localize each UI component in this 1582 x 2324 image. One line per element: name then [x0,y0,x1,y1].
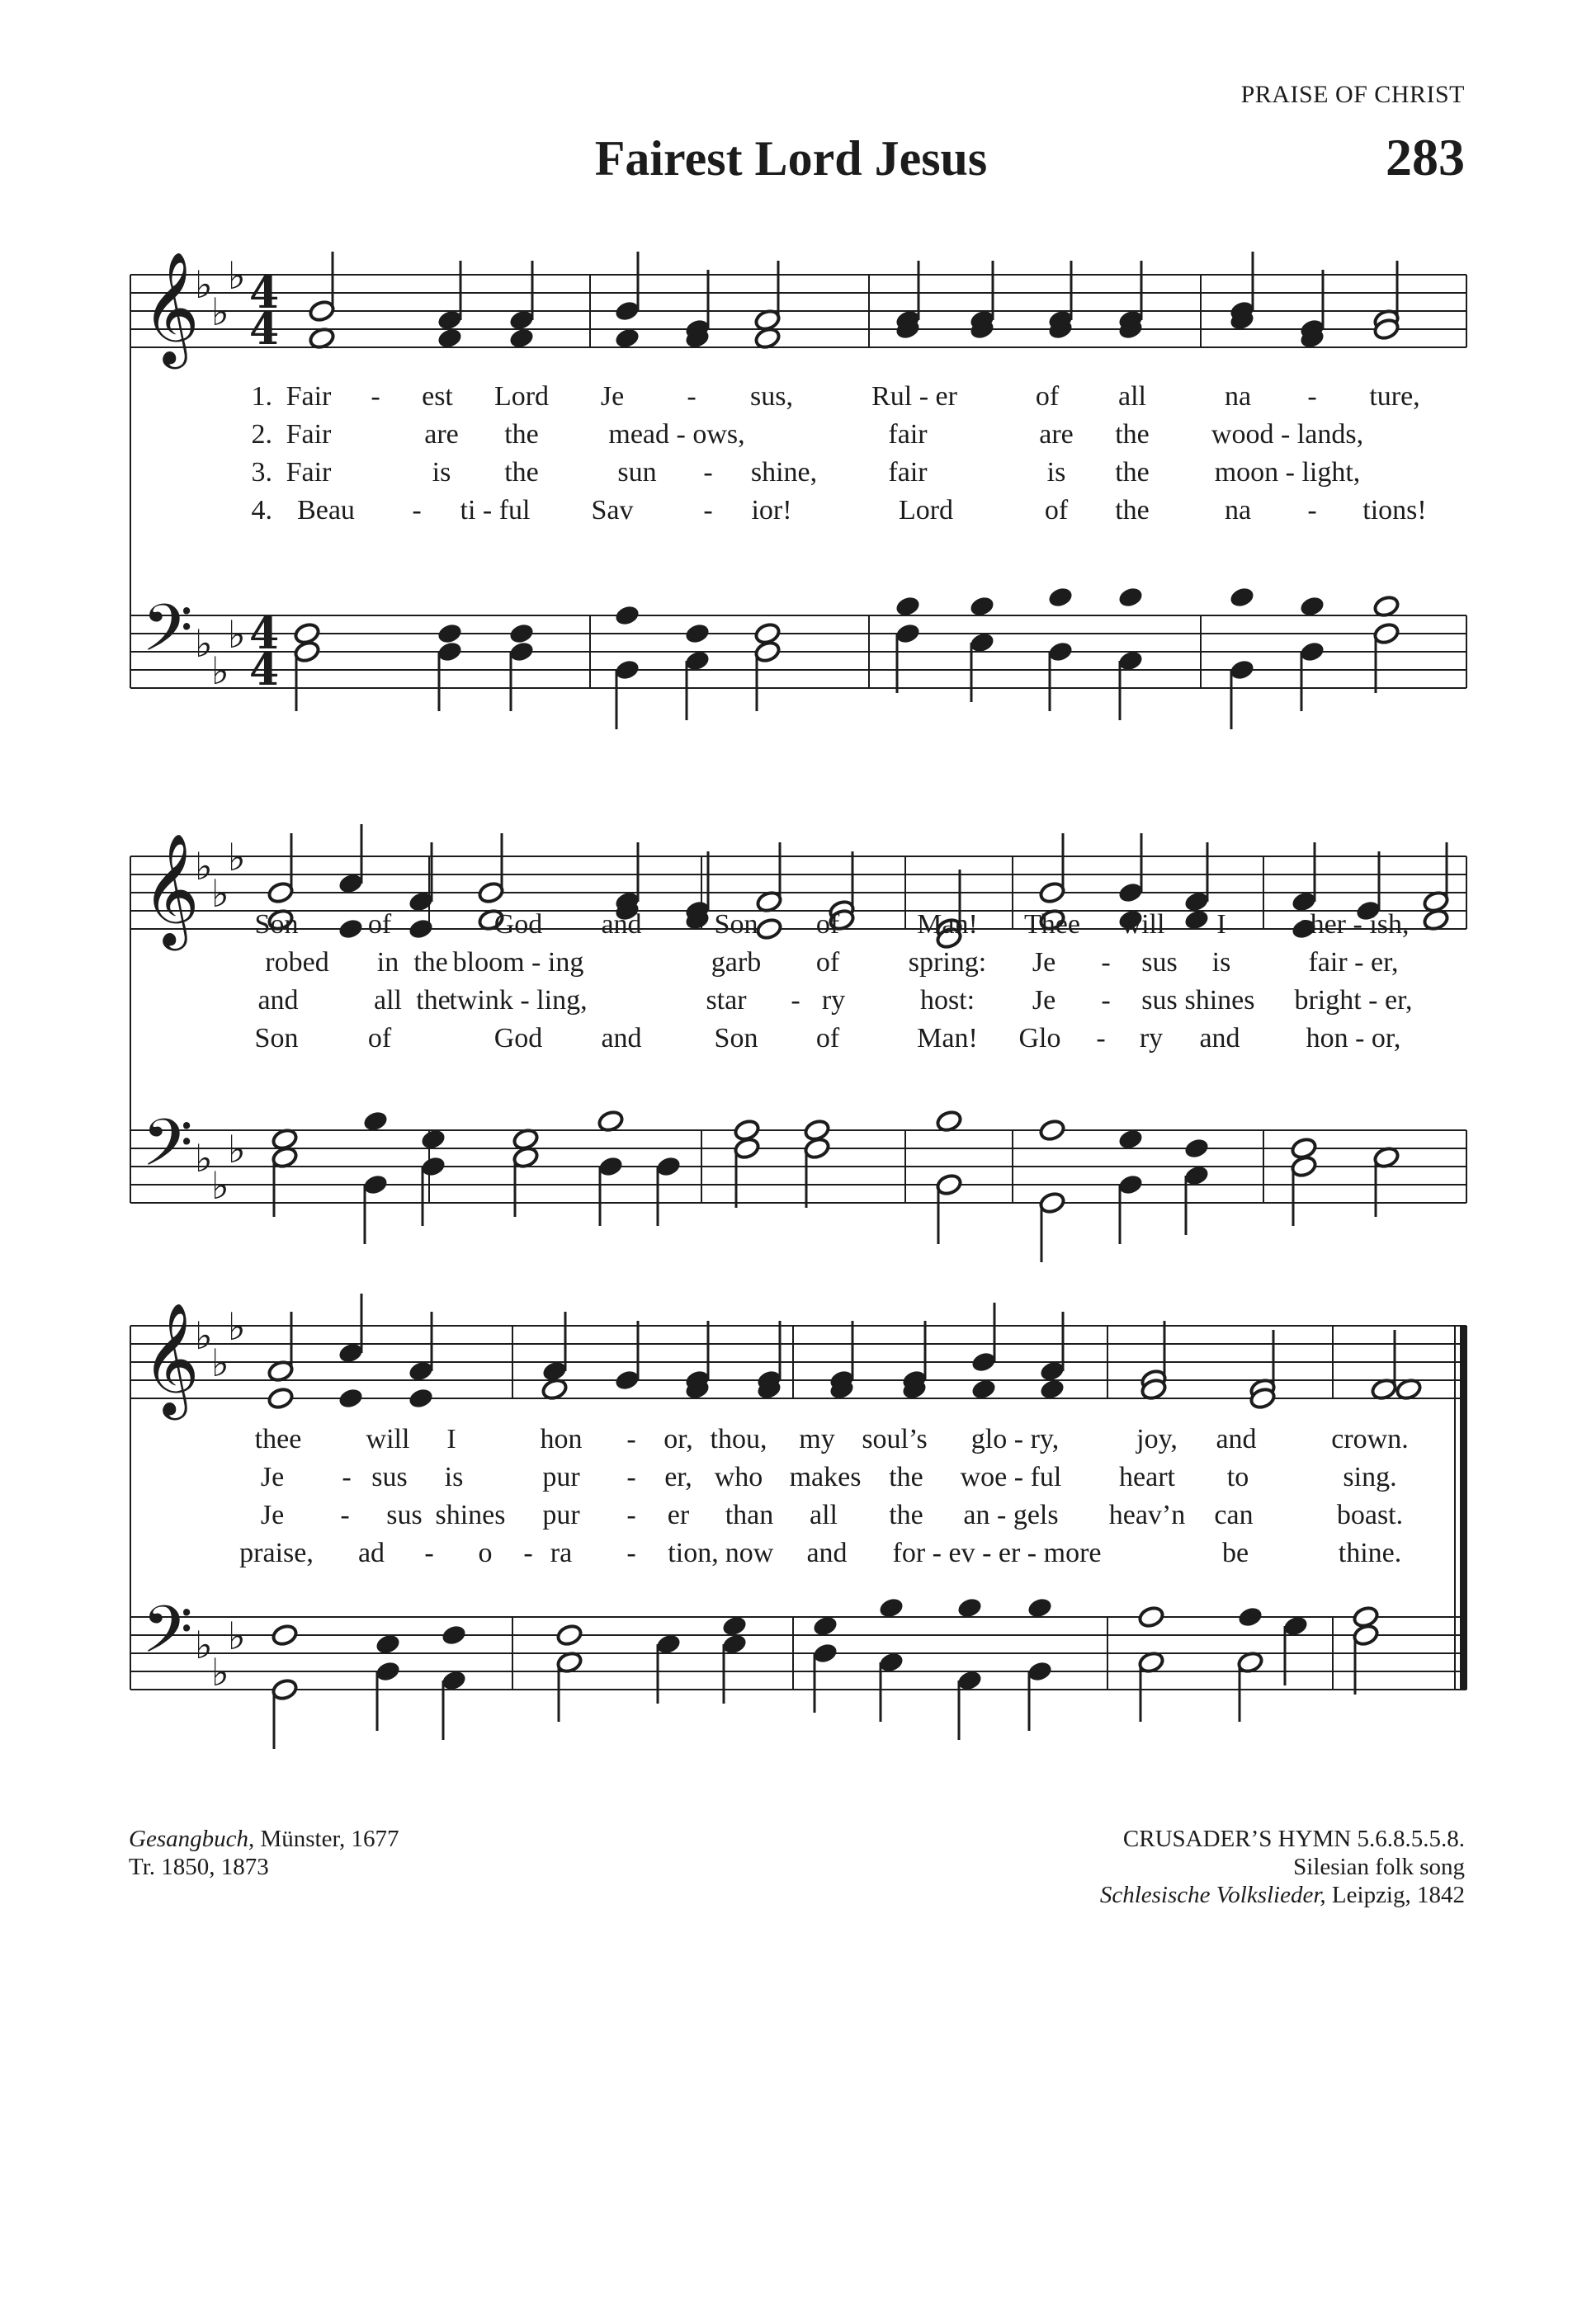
treble-key-flat: ♭ [195,1313,213,1358]
lyric-syllable: the [504,457,539,488]
lyric-syllable: - [1101,985,1111,1016]
lyric-syllable: fair [888,419,928,450]
lyric-syllable: all [810,1500,838,1530]
treble-note [337,917,364,940]
treble-note [267,1386,294,1410]
lyric-syllable: star [706,985,747,1016]
bass-key-flat: ♭ [228,1127,246,1171]
lyric-syllable: Je [260,1500,285,1530]
lyric-syllable: the [1115,457,1150,488]
lyric-syllable: - [412,495,422,526]
lyric-syllable: crown. [1331,1424,1409,1454]
lyric-syllable: of [1044,495,1069,526]
lyric-syllable: in [376,947,399,978]
lyric-syllable: - [626,1538,636,1568]
lyric-syllable: the [889,1462,923,1492]
lyric-syllable: Thee [1024,909,1080,940]
credit-collection-rest: Leipzig, 1842 [1325,1882,1465,1908]
final-barline [1460,1326,1467,1690]
lyric-syllable: Man! [917,909,978,940]
lyric-syllable: glo - ry, [970,1424,1060,1454]
bass-note [440,1623,467,1647]
lyric-syllable: thou, [710,1424,767,1454]
treble-clef: 𝄞 [142,1301,200,1415]
lyric-syllable: er, [664,1462,692,1492]
lyric-syllable: hon - or, [1306,1023,1401,1054]
credit-source-italic: Gesangbuch, [129,1826,255,1852]
bass-staff [130,1617,1466,1690]
bass-key-flat: ♭ [195,1623,213,1667]
lyric-syllable: ior! [751,495,792,526]
credit-tune-origin: Silesian folk song [1293,1854,1465,1880]
lyric-syllable: heav’n [1108,1500,1186,1530]
bass-note [555,1623,583,1647]
lyric-syllable: God [493,1023,543,1054]
lyric-syllable: all [374,985,402,1016]
lyric-syllable: praise, [239,1538,314,1568]
lyric-syllable: the [1115,495,1150,526]
lyric-syllable: Fair [286,457,332,488]
lyric-syllable: garb [711,947,762,978]
bass-note [613,603,640,627]
lyric-syllable: of [367,1023,392,1054]
lyric-syllable: ti - ful [460,495,531,526]
lyric-syllable: cher - ish, [1297,909,1410,940]
treble-key-flat: ♭ [228,253,246,298]
lyric-syllable: er [667,1500,690,1530]
lyric-syllable: na [1224,381,1252,412]
lyric-syllable: I [446,1424,456,1454]
lyric-syllable: pur [542,1462,580,1492]
lyric-syllable: sus [386,1500,423,1530]
lyric-syllable: - [626,1500,636,1530]
bass-note [1117,585,1144,609]
treble-staff [130,856,1466,929]
lyric-syllable: of [367,909,392,940]
lyric-syllable: shines [1184,985,1255,1016]
lyric-syllable: boast. [1336,1500,1404,1530]
lyric-syllable: mead - ows, [608,419,745,450]
bass-key-flat: ♭ [211,648,229,693]
lyric-syllable: - [523,1538,533,1568]
credit-translation: Tr. 1850, 1873 [129,1854,269,1880]
lyric-syllable: - [371,381,380,412]
lyric-syllable: for - ev - er - more [892,1538,1102,1568]
lyric-syllable: sun [617,457,657,488]
lyric-syllable: - [340,1500,350,1530]
lyric-syllable: an - gels [963,1500,1059,1530]
lyric-syllable: sus, [750,381,793,412]
bass-note [683,621,711,645]
time-signature-digit: 4 [249,645,280,695]
lyric-syllable: na [1224,495,1252,526]
lyric-syllable: can [1214,1500,1254,1530]
lyric-syllable: - [1101,947,1111,978]
treble-key-flat: ♭ [195,262,213,307]
lyric-syllable: the [416,985,451,1016]
lyric-syllable: thee [254,1424,302,1454]
credit-source-rest: Münster, 1677 [254,1826,399,1852]
credit-right-line3 [1100,1881,1465,1909]
lyric-syllable: Je [600,381,625,412]
lyric-syllable: - [626,1424,636,1454]
lyric-syllable: fair - er, [1308,947,1399,978]
lyric-syllable: ad [357,1538,385,1568]
lyric-syllable: will [366,1424,410,1454]
lyric-syllable: - [1096,1023,1106,1054]
lyric-syllable: ry [1139,1023,1164,1054]
lyric-syllable: will [1121,909,1165,940]
lyric-syllable: ture, [1369,381,1420,412]
bass-note [1183,1136,1210,1160]
lyric-syllable: joy, [1136,1424,1178,1454]
bass-key-flat: ♭ [195,1136,213,1181]
lyric-syllable: Lord [898,495,954,526]
lyric-syllable: pur [542,1500,580,1530]
lyric-syllable: God [493,909,543,940]
lyric-syllable: I [1216,909,1226,940]
lyric-syllable: Je [1032,985,1056,1016]
lyric-syllable: is [1211,947,1231,978]
lyric-syllable: or, [663,1424,693,1454]
lyric-syllable: Son [254,909,299,940]
lyric-syllable: are [424,419,459,450]
lyric-syllable: - [703,457,713,488]
treble-key-flat: ♭ [228,1304,246,1349]
treble-key-flat: ♭ [211,290,229,334]
lyric-syllable: hon [540,1424,583,1454]
verse-number: 1. [251,381,272,412]
treble-key-flat: ♭ [195,844,213,889]
treble-clef: 𝄞 [142,832,200,945]
bass-clef: 𝄢 [142,1105,193,1197]
lyric-syllable: than [725,1500,774,1530]
lyric-syllable: host: [919,985,975,1016]
lyric-syllable: woe - ful [960,1462,1062,1492]
lyric-syllable: tion, [668,1538,719,1568]
bass-note [1236,1605,1263,1629]
lyric-syllable: Fair [286,419,332,450]
lyric-syllable: Man! [917,1023,978,1054]
treble-key-flat: ♭ [228,835,246,879]
lyric-syllable: bright - er, [1294,985,1413,1016]
treble-note [407,917,434,940]
lyric-syllable: moon - light, [1214,457,1361,488]
treble-note [407,1386,434,1410]
lyric-syllable: - [1307,381,1317,412]
lyric-syllable: and [1199,1023,1240,1054]
lyric-syllable: Beau [297,495,355,526]
section-heading: PRAISE OF CHRIST [1240,81,1465,108]
lyric-syllable: my [799,1424,835,1454]
lyric-syllable: and [601,909,642,940]
lyric-syllable: heart [1119,1462,1175,1492]
bass-note [1046,585,1074,609]
verse-number: 3. [251,457,272,488]
lyric-syllable: the [504,419,539,450]
lyric-syllable: of [815,947,840,978]
bass-note [508,621,535,645]
lyric-syllable: sing. [1343,1462,1397,1492]
bass-key-flat: ♭ [228,1614,246,1658]
bass-note [1228,585,1255,609]
lyric-syllable: - [342,1462,352,1492]
lyric-syllable: Je [1032,947,1056,978]
lyric-syllable: and [601,1023,642,1054]
lyric-syllable: thine. [1338,1538,1402,1568]
lyric-syllable: o [478,1538,493,1568]
lyric-syllable: sus [371,1462,408,1492]
bass-key-flat: ♭ [195,621,213,666]
lyric-syllable: and [257,985,299,1016]
credit-left-line1 [129,1825,399,1853]
lyric-syllable: Je [260,1462,285,1492]
lyric-syllable: est [422,381,453,412]
lyric-syllable: Son [714,909,758,940]
verse-number: 4. [251,495,272,526]
lyric-syllable: of [815,1023,840,1054]
hymn-title-text: Fairest Lord Jesus [594,131,988,186]
lyric-syllable: - [703,495,713,526]
lyric-syllable: bloom - ing [452,947,584,978]
treble-key-flat: ♭ [211,871,229,916]
lyric-syllable: twink - ling, [449,985,588,1016]
lyric-syllable: of [1035,381,1060,412]
lyric-syllable: are [1039,419,1074,450]
lyric-syllable: and [806,1538,848,1568]
lyric-syllable: Glo [1018,1023,1061,1054]
bass-note [436,621,463,645]
lyric-syllable: is [1046,457,1066,488]
lyric-syllable: and [1216,1424,1257,1454]
lyric-syllable: Son [714,1023,758,1054]
lyric-syllable: is [432,457,451,488]
bass-key-flat: ♭ [211,1650,229,1695]
lyric-syllable: be [1221,1538,1249,1568]
verse-number: 2. [251,419,272,450]
lyric-syllable: - [687,381,697,412]
hymn-number: 283 [1386,128,1465,186]
lyric-syllable: Fair [286,381,332,412]
lyric-syllable: of [815,909,840,940]
lyric-syllable: fair [888,457,928,488]
time-signature-digit: 4 [249,268,280,318]
lyric-syllable: shine, [750,457,818,488]
lyric-syllable: who [714,1462,763,1492]
lyric-syllable: wood - lands, [1211,419,1364,450]
lyric-syllable: sus [1141,947,1178,978]
lyric-syllable: spring: [908,947,987,978]
treble-clef: 𝄞 [142,250,200,364]
lyric-syllable: Son [254,1023,299,1054]
lyric-syllable: ry [821,985,846,1016]
bass-note [1137,1605,1164,1629]
lyric-syllable: makes [789,1462,862,1492]
bass-key-flat: ♭ [211,1163,229,1208]
lyric-syllable: shines [435,1500,506,1530]
bass-clef: 𝄢 [142,590,193,682]
credit-tune-name: CRUSADER’S HYMN 5.6.8.5.5.8. [1122,1826,1465,1852]
lyric-syllable: - [1307,495,1317,526]
lyric-syllable: soul’s [862,1424,928,1454]
lyric-syllable: the [413,947,448,978]
lyric-syllable: sus [1141,985,1178,1016]
lyric-syllable: all [1118,381,1146,412]
lyric-syllable: the [889,1500,923,1530]
lyric-syllable: Sav [591,495,634,526]
lyric-syllable: to [1226,1462,1249,1492]
lyric-syllable: the [1115,419,1150,450]
credit-left [129,1825,399,1881]
lyric-syllable: - [626,1462,636,1492]
treble-note [337,1386,364,1410]
bass-clef: 𝄢 [142,1591,193,1684]
bass-key-flat: ♭ [228,612,246,657]
lyric-syllable: now [725,1538,774,1568]
lyric-syllable: Lord [493,381,550,412]
lyric-syllable: - [424,1538,434,1568]
lyric-syllable: tions! [1362,495,1427,526]
treble-note [755,917,782,940]
time-signature-digit: 4 [249,609,280,659]
credit-right [1100,1825,1465,1909]
lyric-syllable: - [791,985,800,1016]
bass-staff [130,1130,1466,1203]
credit-collection-italic: Schlesische Volkslieder, [1099,1882,1326,1908]
bass-note [1038,1118,1065,1142]
lyric-syllable: is [444,1462,464,1492]
time-signature-digit: 4 [249,304,280,355]
lyric-syllable: robed [265,947,329,978]
bass-staff [130,615,1466,688]
lyric-syllable: ra [550,1538,573,1568]
bass-note [271,1623,298,1647]
lyric-syllable: Rul - er [871,381,957,412]
treble-key-flat: ♭ [211,1341,229,1385]
